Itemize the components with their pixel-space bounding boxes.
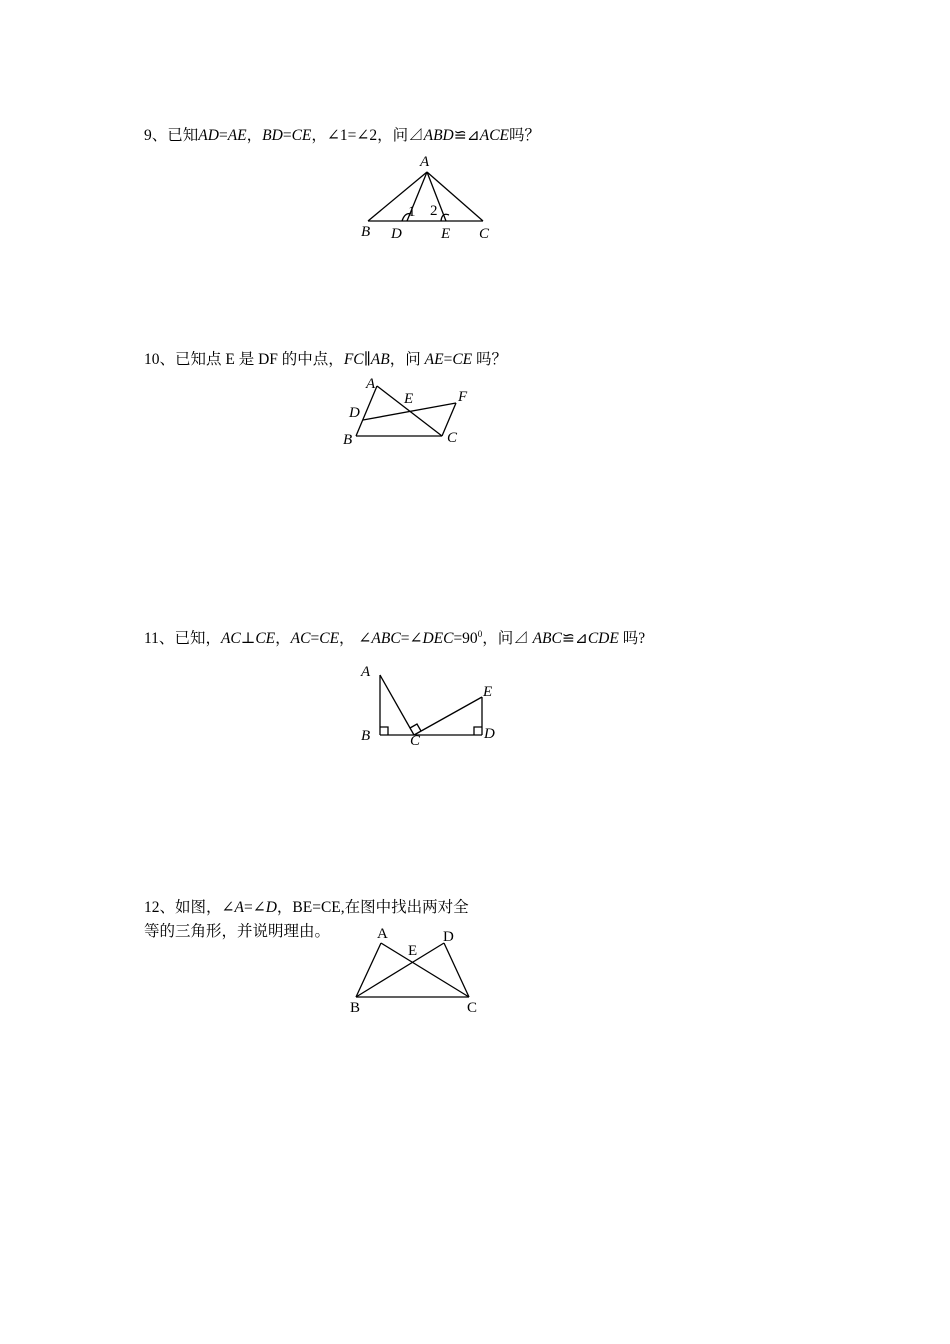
problem-number: 11、 [144, 630, 175, 648]
figure-problem-10 [335, 370, 485, 455]
label-a: A [361, 664, 371, 680]
problem-12-line-2: 等的三角形，并说明理由。 [144, 923, 331, 940]
label-e: E [441, 226, 451, 242]
label-e: E [404, 391, 414, 407]
segment-ac [380, 675, 414, 735]
label-c: C [410, 733, 421, 749]
problem-number: 10、 [144, 351, 176, 368]
figure-problem-9 [350, 148, 510, 248]
label-d: D [349, 405, 360, 421]
right-angle-d [474, 727, 482, 735]
label-e: E [408, 943, 418, 959]
label-f: F [458, 389, 468, 405]
segment-ab [368, 172, 427, 221]
label-a: A [366, 376, 376, 392]
problem-10-text: 10、已知点 E 是 DF 的中点，FC∥AB，问 AE=CE 吗？ [144, 351, 508, 368]
label-d: D [484, 726, 495, 742]
label-d: D [391, 226, 402, 242]
label-angle-2: 2 [430, 203, 438, 219]
problem-12-line-1: 12、如图，∠A=∠D，BE=CE,在图中找出两对全 [144, 899, 469, 916]
problem-9-text: 9、已知AD=AE，BD=CE，∠1=∠2，问⊿ABD≌⊿ACE吗？ [144, 127, 541, 144]
label-b: B [350, 1000, 361, 1016]
right-angle-b [380, 727, 388, 735]
label-b: B [361, 728, 371, 744]
figure-problem-12 [340, 920, 500, 1020]
label-c: C [467, 1000, 478, 1016]
label-b: B [343, 432, 353, 448]
label-c: C [447, 430, 458, 446]
label-a: A [377, 926, 388, 942]
problem-number: 9、 [144, 127, 168, 144]
figure-problem-11 [350, 655, 510, 755]
problem-number: 12、 [144, 899, 176, 916]
label-e: E [483, 684, 493, 700]
label-a: A [420, 154, 430, 170]
label-b: B [361, 224, 371, 240]
label-c: C [479, 226, 490, 242]
problem-11-text: 11、已知，AC⊥CE，AC=CE， $\angle ABC=\angle DEC=90^0$，问⊿ ABC≌⊿CDE 吗? [144, 629, 646, 648]
label-angle-1: 1 [408, 204, 416, 220]
segment-ce [414, 697, 482, 735]
label-d: D [443, 929, 454, 945]
